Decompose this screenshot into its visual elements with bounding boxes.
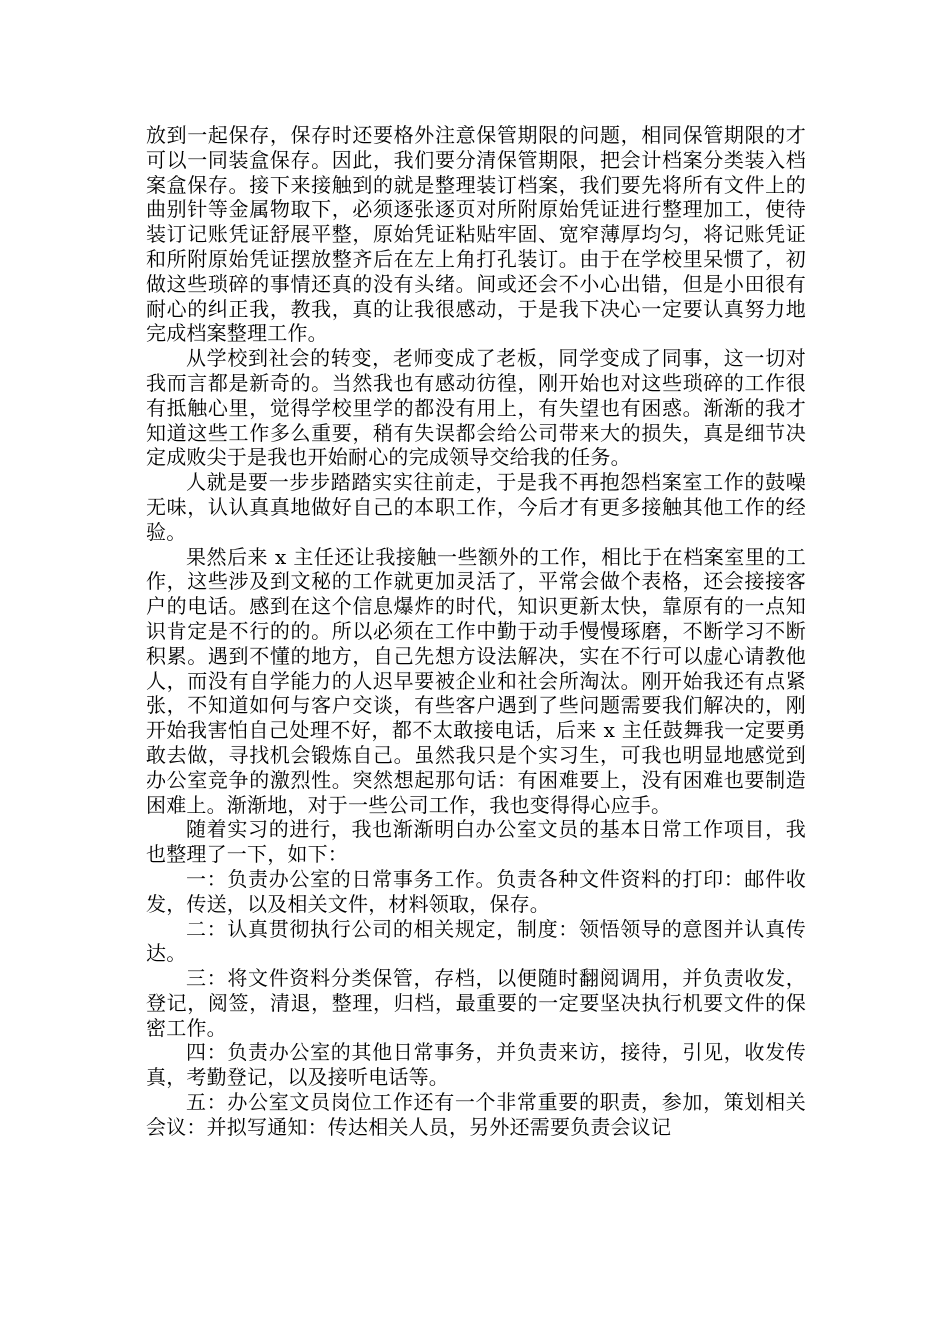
- paragraph-2: 从学校到社会的转变，老师变成了老板，同学变成了同事，这一切对我而言都是新奇的。当然我也有感动彷徨，刚开始也对这些琐碎的工作很有抵触心里，觉得学校里学的都没有用上，有失望也有困惑。渐渐的我才知道这些工作多么重要，稍有失误都会给公司带来大的损失，真是细节决定成败尖于是我也开始耐心的完成领导交给我的任务。: [146, 346, 806, 470]
- list-item-2: 二：认真贯彻执行公司的相关规定，制度：领悟领导的意图并认真传达。: [146, 916, 806, 966]
- list-item-5: 五：办公室文员岗位工作还有一个非常重要的职责，参加，策划相关会议：并拟写通知：传达相关人员，另外还需要负责会议记: [146, 1090, 806, 1139]
- list-item-3: 三：将文件资料分类保管，存档，以便随时翻阅调用，并负责收发，登记，阅签，清退，整理，归档，最重要的一定要坚决执行机要文件的保密工作。: [146, 966, 806, 1040]
- paragraph-1: 放到一起保存，保存时还要格外注意保管期限的问题，相同保管期限的才可以一同装盒保存。因此，我们要分清保管期限，把会计档案分类装入档案盒保存。接下来接触到的就是整理装订档案，我们要先将所有文件上的曲别针等金属物取下，必须逐张逐页对所附原始凭证进行整理加工，使待装订记账凭证舒展平整，原始凭证粘贴牢固、宽窄薄厚均匀，将记账凭证和所附原始凭证摆放整齐后在左上角打孔装订。由于在学校里呆惯了，初做这些琐碎的事情还真的没有头绪。间或还会不小心出错，但是小田很有耐心的纠正我，教我，真的让我很感动，于是我下决心一定要认真努力地完成档案整理工作。: [146, 123, 806, 346]
- list-item-1: 一：负责办公室的日常事务工作。负责各种文件资料的打印：邮件收发，传送，以及相关文件，材料领取，保存。: [146, 866, 806, 916]
- paragraph-5: 随着实习的进行，我也渐渐明白办公室文员的基本日常工作项目，我也整理了一下，如下：: [146, 817, 806, 867]
- list-item-4: 四：负责办公室的其他日常事务，并负责来访，接待，引见，收发传真，考勤登记，以及接听电话等。: [146, 1040, 806, 1090]
- paragraph-3: 人就是要一步步踏踏实实往前走，于是我不再抱怨档案室工作的鼓噪无味，认认真真地做好自己的本职工作，今后才有更多接触其他工作的经验。: [146, 470, 806, 544]
- document-page: [146, 123, 806, 1140]
- paragraph-4: 果然后来 x 主任还让我接触一些额外的工作，相比于在档案室里的工作，这些涉及到文秘的工作就更加灵活了，平常会做个表格，还会接接客户的电话。感到在这个信息爆炸的时代，知识更新太快，靠原有的一点知识肯定是不行的的。所以必须在工作中勤于动手慢慢琢磨，不断学习不断积累。遇到不懂的地方，自己先想方设法解决，实在不行可以虚心请教他人，而没有自学能力的人迟早要被企业和社会所淘汰。刚开始我还有点紧张，不知道如何与客户交谈，有些客户遇到了些问题需要我们解决的，刚开始我害怕自己处理不好，都不太敢接电话，后来 x 主任鼓舞我一定要勇敢去做，寻找机会锻炼自己。虽然我只是个实习生，可我也明显地感觉到办公室竞争的激烈性。突然想起那句话：有困难要上，没有困难也要制造困难上。渐渐地，对于一些公司工作，我也变得得心应手。: [146, 544, 806, 817]
